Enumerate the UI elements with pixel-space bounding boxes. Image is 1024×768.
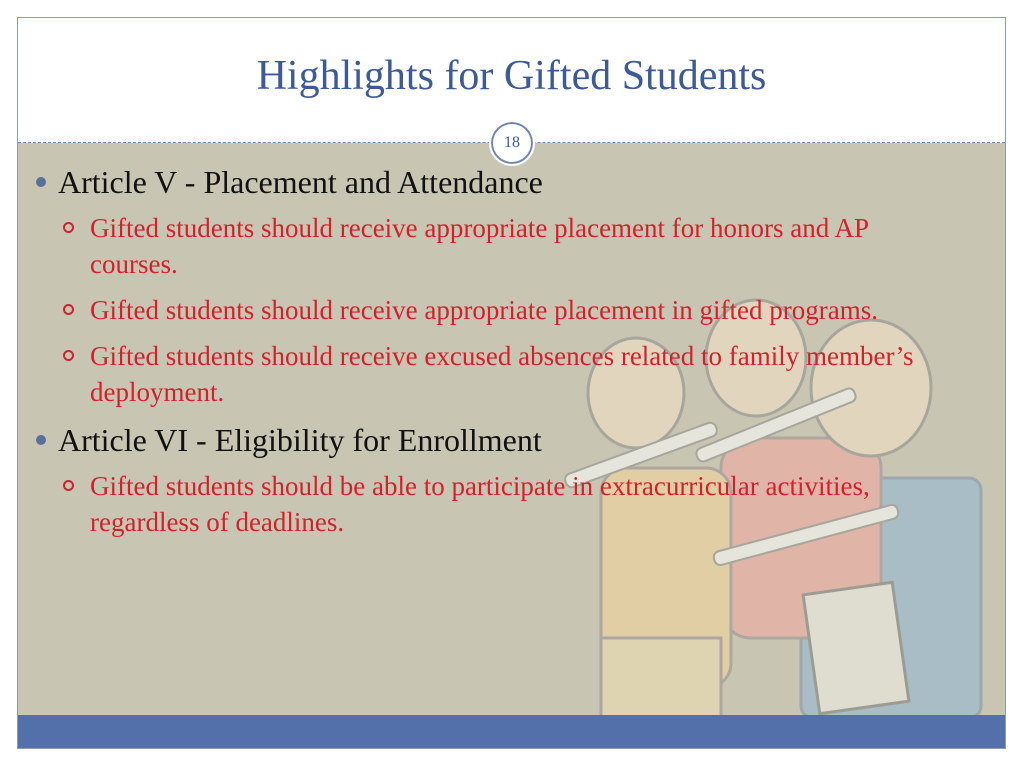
sub-bullet xyxy=(32,210,930,282)
sub-bullet-text: Gifted students should receive appropriate placement for honors and AP courses. xyxy=(90,213,869,279)
footer-bar xyxy=(18,715,1005,748)
bullet-dot-icon xyxy=(36,177,46,187)
bullet-text: Article VI - Eligibility for Enrollment xyxy=(58,422,542,458)
circle-bullet-icon xyxy=(63,222,74,233)
circle-bullet-icon xyxy=(63,304,74,315)
sub-bullet-text: Gifted students should receive excused absences related to family member’s deployment. xyxy=(90,341,914,407)
bullet-dot-icon xyxy=(36,435,46,445)
slide-title: Highlights for Gifted Students xyxy=(256,53,767,99)
bullet-list xyxy=(32,162,952,550)
circle-bullet-icon xyxy=(63,480,74,491)
circle-bullet-icon xyxy=(63,350,74,361)
sub-bullet xyxy=(32,338,930,410)
bullet-article-v xyxy=(32,162,952,202)
bullet-article-vi xyxy=(32,420,952,460)
sub-bullet-text: Gifted students should receive appropriate placement in gifted programs. xyxy=(90,295,878,325)
page-number-badge: 18 xyxy=(489,120,535,166)
sub-bullet-text: Gifted students should be able to participate in extracurricular activities, regardless of deadlines. xyxy=(90,471,870,537)
sub-bullet xyxy=(32,468,930,540)
sub-bullet xyxy=(32,292,930,328)
bullet-text: Article V - Placement and Attendance xyxy=(58,164,543,200)
